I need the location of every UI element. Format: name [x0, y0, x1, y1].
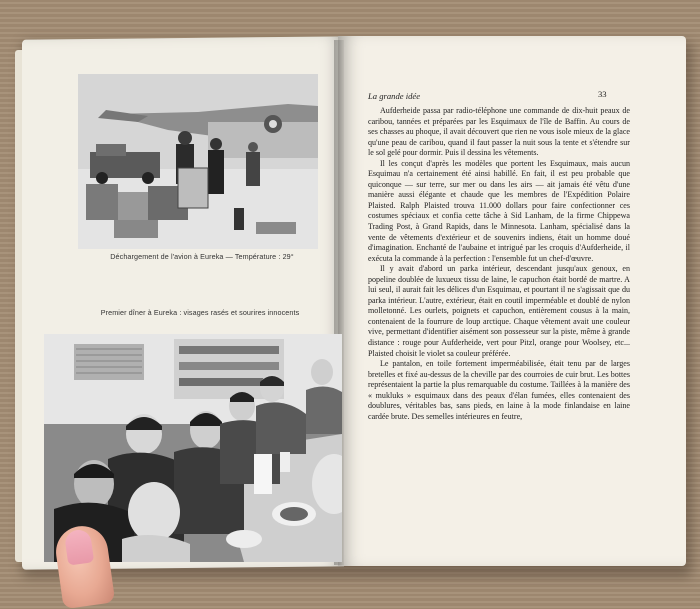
paragraph-1: Aufderheide passa par radio-téléphone une commande de dix-huit peaux de caribou, tannées et préparées par les Esquimaux de l'île de Baffin. Au cours de ses chasses au phoque, il avait découvert que rien ne vous isole mieux de la glace qu'une peau de caribou, quand il faut passer la nuit sous la tente et s'étendre sur le sol gelé pour dormir. Puis il dessina les vêtements. — [368, 106, 630, 158]
paragraph-3: Il y avait d'abord un parka intérieur, descendant jusqu'aux genoux, en popeline doublée de luxueux tissu de laine, le capuchon était bordé de martre. A lui seul, il aurait fait les délices d'un Esquimau, et pourtant il ne s'agissait que du parka intérieur. L'autre, extérieur, était en coutil imperméable et doublé de nylon molletonné. Les ourlets, poignets et capuchon, entièrement cousus à la main, contenaient de la fourrure de loup arctique. Chaque vêtement avait une couleur vive, permettant d'identifier aisément son possesseur sur la piste, même à grande distance : rouge pour Aufderheide, vert pour Pitzl, orange pour Woolsey, etc... Plaisted choisit le violet sa couleur préférée. — [368, 264, 630, 358]
running-head: La grande idée — [368, 91, 421, 101]
paragraph-4: Le pantalon, en toile fortement imperméabilisée, était tenu par de larges bretelles et fixé au-dessus de la cheville par des courroies de cuir brut. Les bottes représentaient la partie la plus remarquable du costume. Taillées à la manière des « mukluks » esquimaux dans des peaux d'élan fumées, elles contenaient des doublures, véritables bas, sans pieds, en laine à la mode finlandaise en laine cardée brute. Des semelles intérieures en feutre, — [368, 359, 630, 421]
caption-airplane-unloading: Déchargement de l'avion à Eureka — Température : 29° — [110, 252, 294, 261]
body-text — [368, 106, 630, 422]
paragraph-2: Il les conçut d'après les modèles que portent les Esquimaux, mais aucun Esquimau n'a certainement été ainsi habillé. En fait, il est peu probable que quiconque — sur terre, sur mer ou dans les airs — ait jamais été vêtu d'une manière aussi élégante et chaude que les membres de l'Expédition Polaire Plaisted. Ralph Plaisted trouva 11.000 dollars pour faire confectionner ces costumes spéciaux et confia cette tâche à Sid Lanham, de la firme Chippewa Trading Post, à Grand Rapids, dans le Minnesota. Lanham, spécialisé dans la vente de vêtements d'extérieur et de souvenirs indiens, était un homme doué d'imagination. Enchanté de l'aubaine et intrigué par les croquis d'Aufderheide, il exécuta la commande à la perfection : l'ensemble fut un chef-d'œuvre. — [368, 158, 630, 263]
photo-airplane-unloading — [78, 74, 318, 249]
caption-first-dinner: Premier dîner à Eureka : visages rasés et sourires innocents — [100, 308, 300, 317]
page-number: 33 — [598, 89, 607, 99]
